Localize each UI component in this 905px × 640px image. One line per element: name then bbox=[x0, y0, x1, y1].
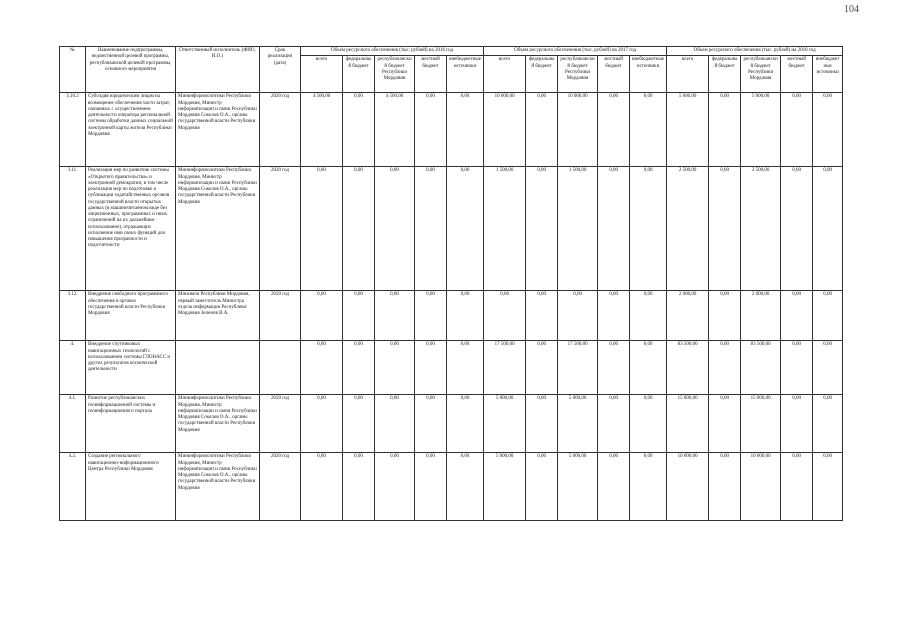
header-name: Наименование подпрограммы, ведомственной целевой программы, республиканской целевой программы, основного мероприятия bbox=[86, 47, 176, 93]
row-value: 0,00 bbox=[598, 291, 630, 341]
row-value: 0,00 bbox=[526, 395, 558, 453]
header-term: Срок реализации (дата) bbox=[260, 47, 301, 93]
header-sub-2: республиканский бюджет Республики Мордовия bbox=[741, 56, 781, 93]
row-name: Создание регионального навигационно-информационного Центра Республики Мордовия bbox=[86, 453, 176, 521]
row-term: 2020 год bbox=[260, 93, 301, 167]
page-number: 104 bbox=[844, 4, 859, 15]
row-value: 0,00 bbox=[526, 291, 558, 341]
row-number: 3.12. bbox=[60, 291, 86, 341]
row-value: 5 000,00 bbox=[741, 93, 781, 167]
row-name: Внедрение спутниковых навигационных технологий с использованием системы ГЛОНАСС и других результатов космической деятельности bbox=[86, 341, 176, 395]
row-value: 1 500,00 bbox=[558, 167, 598, 291]
row-term: 2020 год bbox=[260, 395, 301, 453]
row-value: 0,00 bbox=[301, 341, 343, 395]
row-value: 10 000,00 bbox=[484, 93, 526, 167]
header-sub-1: федеральный бюджет bbox=[709, 56, 741, 93]
row-value: 5 000,00 bbox=[667, 93, 709, 167]
row-value: 0,00 bbox=[813, 395, 843, 453]
row-value: 0,00 bbox=[343, 93, 375, 167]
row-value: 83 500,00 bbox=[741, 341, 781, 395]
row-value: 0,00 bbox=[526, 341, 558, 395]
row-value: 0,00 bbox=[447, 167, 484, 291]
row-value: 0,00 bbox=[415, 341, 447, 395]
header-sub-0: всего bbox=[484, 56, 526, 93]
header-no: № bbox=[60, 47, 86, 93]
row-value: 0,00 bbox=[301, 291, 343, 341]
row-executor: Мининформполитики Республики Мордовия, Министр информатизации и связи Республики Мордовия Соколов О.А., органы государственной власти Республики Мордовия bbox=[176, 93, 260, 167]
header-executor: Ответственный исполнитель (ФИО, И.О.) bbox=[176, 47, 260, 93]
row-value: 0,00 bbox=[375, 167, 415, 291]
row-number: 4.2. bbox=[60, 453, 86, 521]
row-number: 4. bbox=[60, 341, 86, 395]
row-value: 0,00 bbox=[598, 341, 630, 395]
row-value: 83 500,00 bbox=[667, 341, 709, 395]
header-sub-3: местный бюджет bbox=[781, 56, 813, 93]
table-row bbox=[60, 341, 843, 395]
header-sub-1: федеральный бюджет bbox=[343, 56, 375, 93]
row-value: 0,00 bbox=[813, 291, 843, 341]
header-sub-2: республиканский бюджет Республики Мордовия bbox=[375, 56, 415, 93]
row-value: 2 500,00 bbox=[667, 167, 709, 291]
row-value: 0,00 bbox=[415, 167, 447, 291]
row-value: 0,00 bbox=[415, 395, 447, 453]
row-value: 0,00 bbox=[484, 291, 526, 341]
row-value: 5 000,00 bbox=[558, 453, 598, 521]
row-value: 0,00 bbox=[630, 93, 667, 167]
row-value: 17 500,00 bbox=[558, 341, 598, 395]
row-value: 0,00 bbox=[709, 93, 741, 167]
row-value: 0,00 bbox=[375, 291, 415, 341]
row-executor: Минсвязи Республики Мордовия, первый заместитель Министра отдела информации Республики Мордовия Зеленов В.А. bbox=[176, 291, 260, 341]
table-row bbox=[60, 453, 843, 521]
header-sub-4: внебюджетные источники bbox=[447, 56, 484, 93]
row-value: 0,00 bbox=[630, 167, 667, 291]
row-number: 4.1. bbox=[60, 395, 86, 453]
row-value: 0,00 bbox=[781, 395, 813, 453]
row-value: 0,00 bbox=[415, 93, 447, 167]
row-value: 0,00 bbox=[343, 167, 375, 291]
row-value: 0,00 bbox=[301, 453, 343, 521]
header-sub-1: федеральный бюджет bbox=[526, 56, 558, 93]
row-value: 2 000,00 bbox=[667, 291, 709, 341]
header-sub-3: местный бюджет bbox=[415, 56, 447, 93]
row-value: 0,00 bbox=[781, 453, 813, 521]
row-value: 1 500,00 bbox=[484, 167, 526, 291]
row-value: 0,00 bbox=[415, 453, 447, 521]
row-value: 4 500,00 bbox=[301, 93, 343, 167]
row-value: 15 000,00 bbox=[741, 395, 781, 453]
table-row bbox=[60, 93, 843, 167]
row-value: 0,00 bbox=[709, 341, 741, 395]
row-value: 5 000,00 bbox=[484, 453, 526, 521]
row-value: 0,00 bbox=[343, 395, 375, 453]
row-value: 0,00 bbox=[415, 291, 447, 341]
row-term: 2020 год bbox=[260, 291, 301, 341]
row-value: 0,00 bbox=[598, 395, 630, 453]
header-sub-3: местный бюджет bbox=[598, 56, 630, 93]
table-row bbox=[60, 167, 843, 291]
row-number: 3.11. bbox=[60, 167, 86, 291]
row-value: 0,00 bbox=[375, 395, 415, 453]
row-value: 10 000,00 bbox=[667, 453, 709, 521]
row-value: 0,00 bbox=[630, 291, 667, 341]
row-value: 0,00 bbox=[813, 93, 843, 167]
header-group-2018: Объем ресурсного обеспечения (тыс. рублей) на 2018 год bbox=[667, 47, 843, 56]
row-value: 0,00 bbox=[375, 341, 415, 395]
row-value: 2 000,00 bbox=[741, 291, 781, 341]
row-executor bbox=[176, 341, 260, 395]
row-value: 10 000,00 bbox=[741, 453, 781, 521]
row-name: Субсидия юридическим лицам на возмещение обеспечения части затрат, связанных с осуществлением деятельности оператора региональной системы обработки данных социальной электронной карты жителя Республики Мордовия bbox=[86, 93, 176, 167]
header-row-groups bbox=[60, 47, 843, 56]
table-row bbox=[60, 395, 843, 453]
row-value: 0,00 bbox=[343, 453, 375, 521]
row-value: 5 000,00 bbox=[558, 395, 598, 453]
row-number: 3.10.2 bbox=[60, 93, 86, 167]
row-value: 0,00 bbox=[301, 395, 343, 453]
row-value: 0,00 bbox=[813, 341, 843, 395]
row-value: 0,00 bbox=[447, 93, 484, 167]
row-value: 0,00 bbox=[709, 291, 741, 341]
row-value: 0,00 bbox=[709, 167, 741, 291]
row-term: 2020 год bbox=[260, 167, 301, 291]
row-value: 5 000,00 bbox=[484, 395, 526, 453]
row-value: 0,00 bbox=[447, 453, 484, 521]
row-value: 0,00 bbox=[709, 395, 741, 453]
row-value: 0,00 bbox=[781, 93, 813, 167]
row-value: 0,00 bbox=[447, 291, 484, 341]
row-value: 0,00 bbox=[301, 167, 343, 291]
row-value: 0,00 bbox=[813, 167, 843, 291]
row-value: 15 000,00 bbox=[667, 395, 709, 453]
row-value: 0,00 bbox=[526, 93, 558, 167]
row-term bbox=[260, 341, 301, 395]
table-row bbox=[60, 291, 843, 341]
row-value: 0,00 bbox=[558, 291, 598, 341]
row-value: 0,00 bbox=[598, 453, 630, 521]
row-executor: Мининформполитики Республики Мордовия, Министр информатизации и связи Республики Мордовия Соколов О.А., органы государственной власти Республики Мордовия bbox=[176, 395, 260, 453]
row-value: 0,00 bbox=[781, 341, 813, 395]
row-value: 0,00 bbox=[630, 453, 667, 521]
row-value: 0,00 bbox=[447, 395, 484, 453]
row-value: 0,00 bbox=[343, 291, 375, 341]
row-name: Внедрение свободного программного обеспечения в органах государственной власти Республики Мордовия bbox=[86, 291, 176, 341]
row-value: 0,00 bbox=[709, 453, 741, 521]
row-value: 0,00 bbox=[375, 453, 415, 521]
row-value: 0,00 bbox=[781, 291, 813, 341]
row-term: 2020 год bbox=[260, 453, 301, 521]
row-value: 0,00 bbox=[598, 93, 630, 167]
row-value: 0,00 bbox=[813, 453, 843, 521]
header-group-2017: Объем ресурсного обеспечения (тыс. рублей) на 2017 год bbox=[484, 47, 667, 56]
row-value: 0,00 bbox=[598, 167, 630, 291]
row-value: 2 500,00 bbox=[741, 167, 781, 291]
row-executor: Мининформполитики Республики Мордовия, Министр информатизации и связи Республики Мордовия Соколов О.А., органы государственной власти Республики Мордовия bbox=[176, 167, 260, 291]
header-sub-0: всего bbox=[301, 56, 343, 93]
row-value: 0,00 bbox=[526, 453, 558, 521]
row-value: 0,00 bbox=[526, 167, 558, 291]
header-sub-2: республиканский бюджет Республики Мордовия bbox=[558, 56, 598, 93]
header-group-2016: Объем ресурсного обеспечения (тыс. рублей) на 2016 год bbox=[301, 47, 484, 56]
header-sub-4: внебюджетные источники bbox=[813, 56, 843, 93]
row-executor: Мининформполитики Республики Мордовия, Министр информатизации и связи Республики Мордовия Соколов О.А., органы государственной власти Республики Мордовия bbox=[176, 453, 260, 521]
row-value: 4 500,00 bbox=[375, 93, 415, 167]
header-sub-0: всего bbox=[667, 56, 709, 93]
row-name: Реализация мер по развитию системы «Открытого правительства» и электронной демократии, в том числе реализация мер по подготовке и публикации ходатайственных органов государственной власти открытых данных (в машиночитаемом виде без лицензионных, программных и иных ограничений на их дальнейшее использование), отражающих исполнение ими своих функций для повышения прозрачности и подотчетности bbox=[86, 167, 176, 291]
row-value: 0,00 bbox=[630, 395, 667, 453]
row-name: Развитие республиканских геоинформационной системы и геоинформационного портала bbox=[86, 395, 176, 453]
row-value: 0,00 bbox=[781, 167, 813, 291]
row-value: 10 000,00 bbox=[558, 93, 598, 167]
row-value: 17 500,00 bbox=[484, 341, 526, 395]
header-sub-4: внебюджетные источники bbox=[630, 56, 667, 93]
row-value: 0,00 bbox=[447, 341, 484, 395]
budget-table bbox=[59, 46, 843, 521]
row-value: 0,00 bbox=[343, 341, 375, 395]
row-value: 0,00 bbox=[630, 341, 667, 395]
